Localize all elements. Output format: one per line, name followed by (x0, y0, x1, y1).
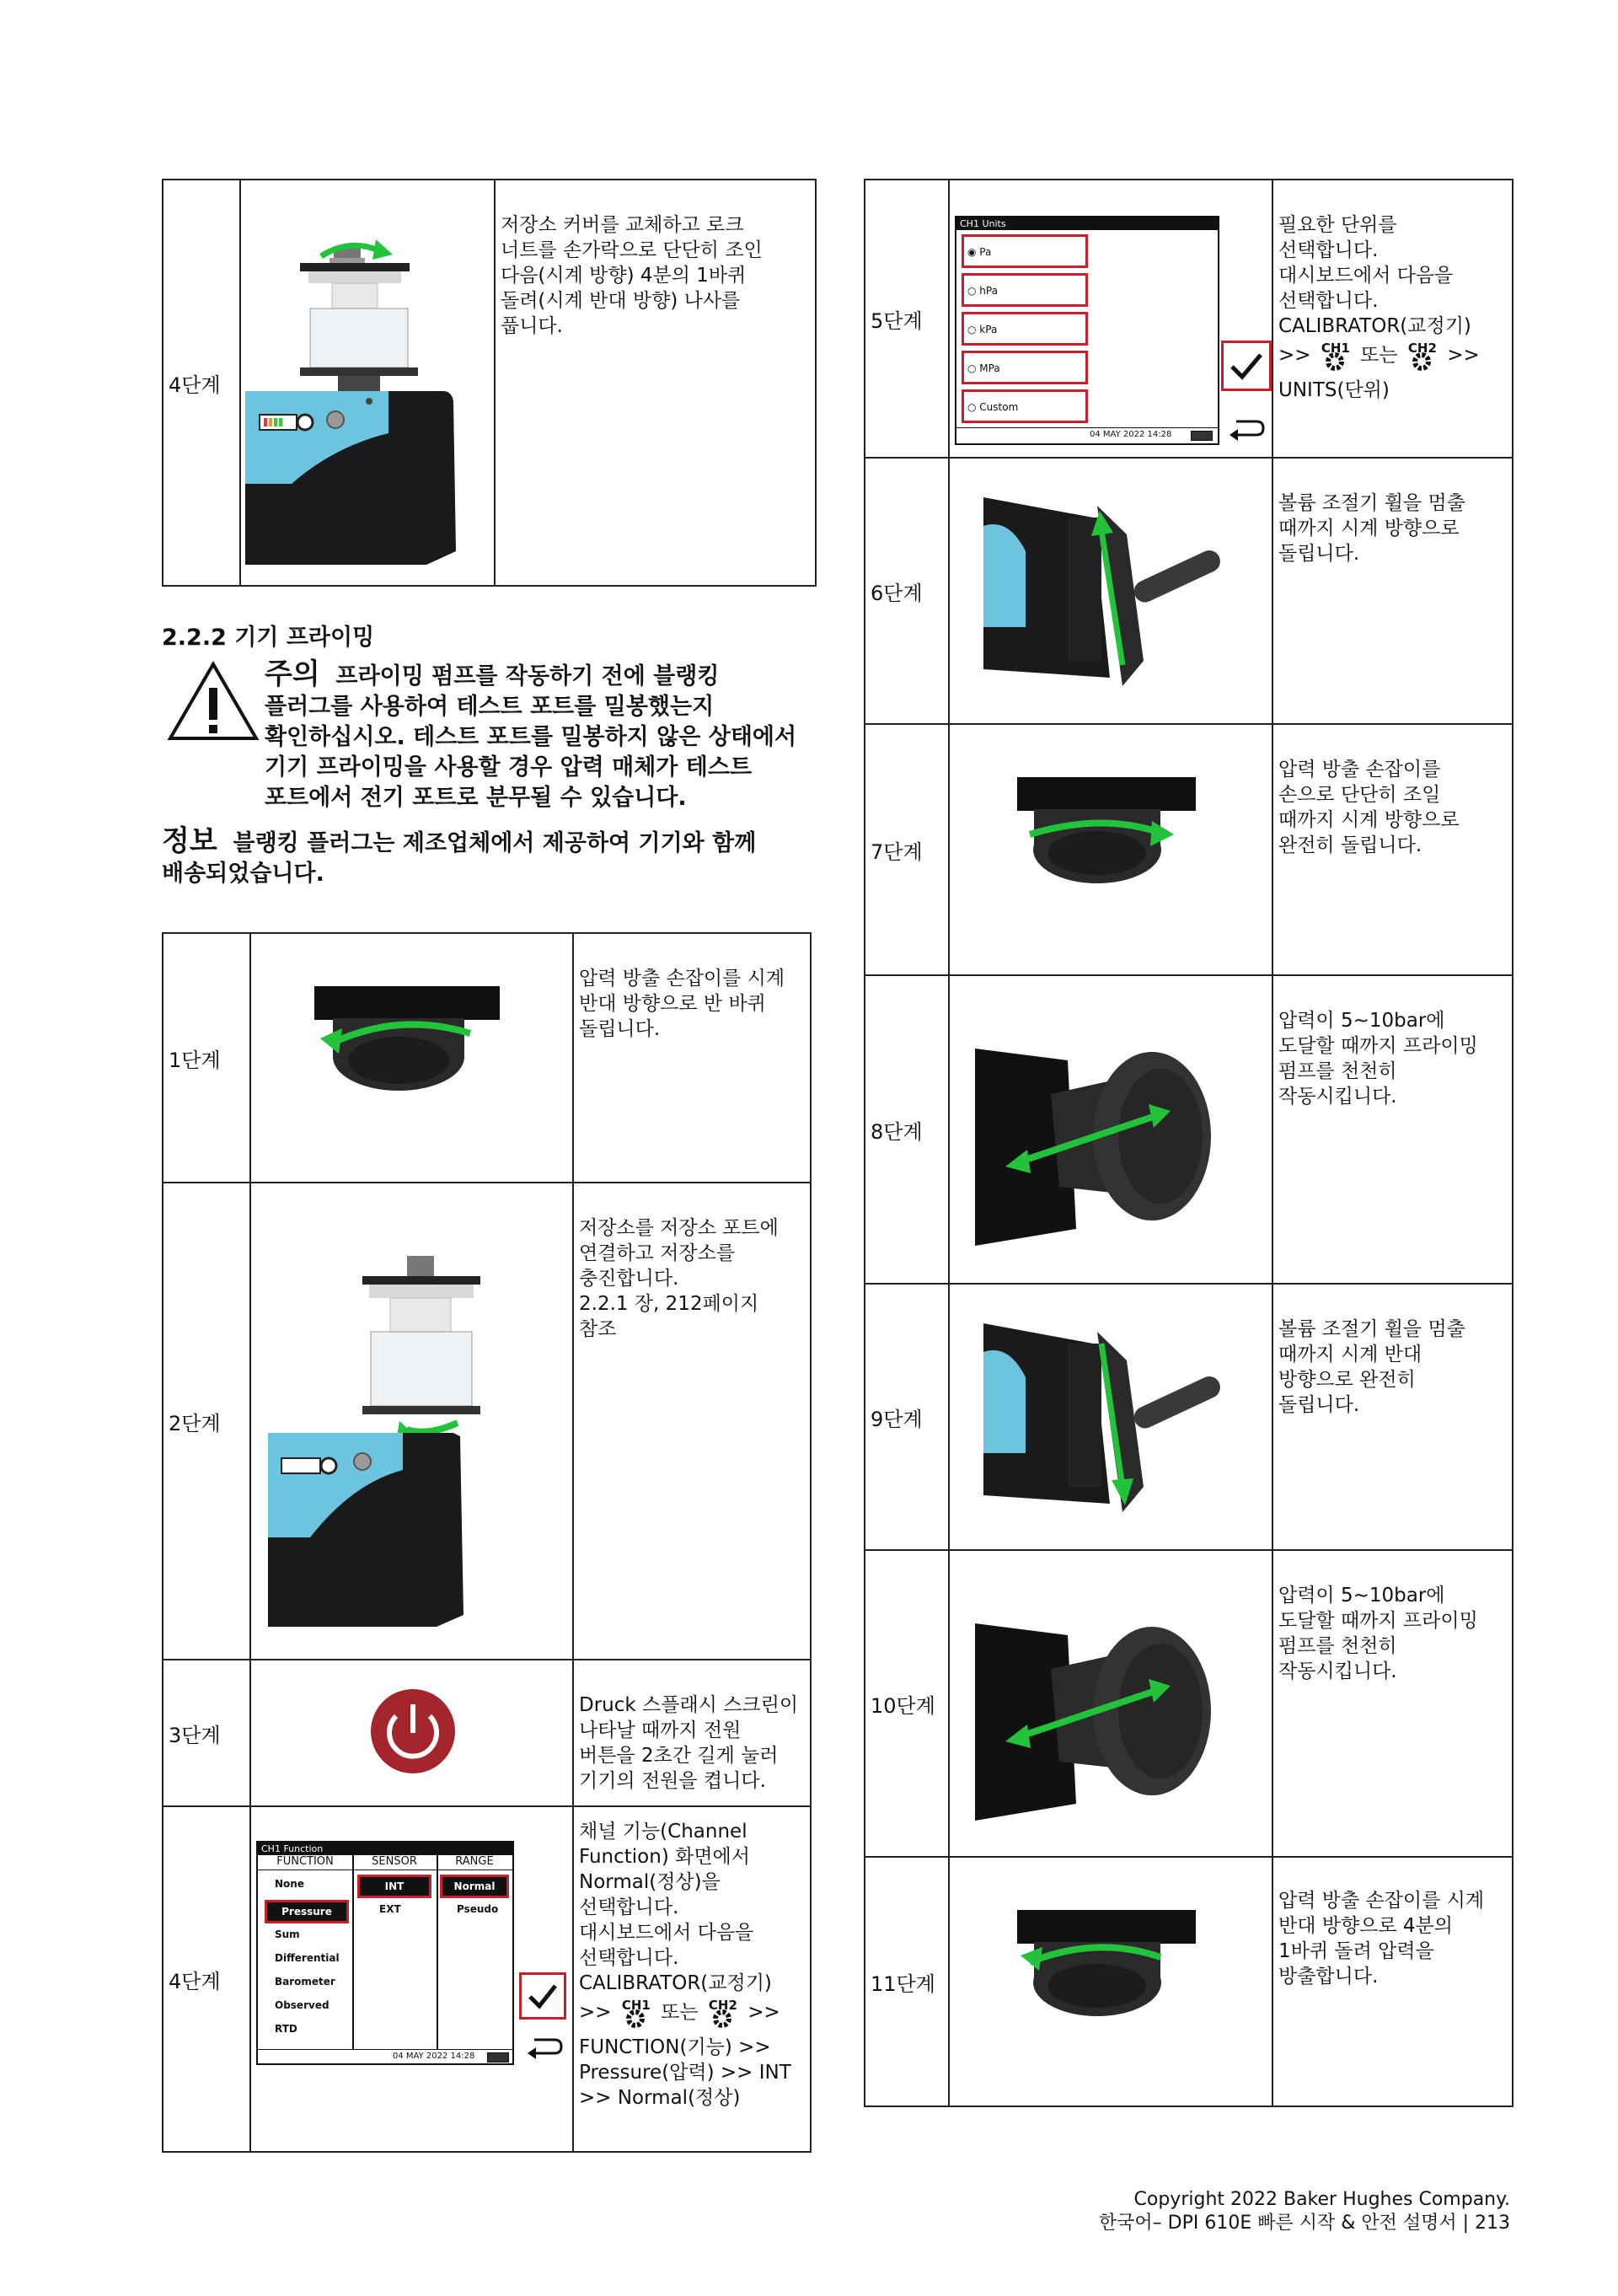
step-instruction: 압력이 5~10bar에 도달할 때까지 프라이밍 펌프를 천천히 작동시킵니다. (1272, 975, 1513, 1284)
channel-function-screen (250, 1806, 573, 2152)
function-item-selected[interactable]: Pressure (265, 1900, 349, 1923)
step-label: 4단계 (163, 1806, 250, 2152)
unit-option[interactable]: ○ kPa (962, 312, 1088, 346)
unit-option-selected[interactable]: ◉ Pa (962, 234, 1088, 268)
step-instruction: 채널 기능(Channel Function) 화면에서 Normal(정상)을 선택합니다. 대시보드에서 다음을 선택합니다. CALIBRATOR(교정기) >> CH1 또는 CH2 >> FUNCTION(기능) >> Pressure(압력) >> INT >> Normal(정상) (573, 1806, 811, 2152)
step-label: 9단계 (865, 1284, 949, 1550)
units-screen (949, 180, 1272, 458)
priming-left-table (162, 932, 812, 2153)
status-time: 04 MAY 2022 14:28 (1090, 430, 1172, 439)
table-row (865, 1284, 1513, 1550)
step-instruction: Druck 스플래시 스크린이 나타날 때까지 전원 버튼을 2초간 길게 눌러 기기의 전원을 켭니다. (573, 1660, 811, 1806)
step-instruction: 압력 방출 손잡이를 시계 반대 방향으로 4분의 1바퀴 돌려 압력을 방출합니다. (1272, 1857, 1513, 2106)
step-label: 6단계 (865, 458, 949, 724)
table-row (865, 1857, 1513, 2106)
step-instruction: 압력 방출 손잡이를 시계 반대 방향으로 반 바퀴 돌립니다. (573, 933, 811, 1183)
ch2-gear-icon: CH2 (1404, 339, 1441, 373)
function-item[interactable]: Differential (275, 1952, 340, 1964)
priming-pump-image (949, 1550, 1272, 1857)
step-label: 7단계 (865, 724, 949, 975)
step-label: 1단계 (163, 933, 250, 1183)
step-instruction: 압력 방출 손잡이를 손으로 단단히 조일 때까지 시계 방향으로 완전히 돌립니다. (1272, 724, 1513, 975)
table-row (163, 1660, 811, 1806)
reservoir-device-image (240, 180, 495, 586)
info-block: 정보 블랭킹 플러그는 제조업체에서 제공하여 기기와 함께 배송되었습니다. (162, 824, 757, 887)
ch1-gear-icon: CH1 (618, 1996, 655, 2030)
step-instruction: 볼륨 조절기 휠을 멈출 때까지 시계 반대 방향으로 완전히 돌립니다. (1272, 1284, 1513, 1550)
release-knob-clockwise-image (949, 724, 1272, 975)
caution-label: 주의 (265, 657, 320, 691)
unit-option[interactable]: ○ hPa (962, 273, 1088, 307)
function-item[interactable]: Barometer (275, 1976, 335, 1988)
release-knob-image (949, 1857, 1272, 2106)
step-label: 11단계 (865, 1857, 949, 2106)
table-row (865, 975, 1513, 1284)
ch1-units-screen (955, 216, 1219, 445)
copyright: Copyright 2022 Baker Hughes Company. (1133, 2189, 1510, 2210)
function-screen (256, 1841, 514, 2065)
step-instruction: 볼륨 조절기 휠을 멈출 때까지 시계 방향으로 돌립니다. (1272, 458, 1513, 724)
info-label: 정보 (162, 824, 217, 858)
step-label: 3단계 (163, 1660, 250, 1806)
column-header: FUNCTION (276, 1855, 334, 1868)
step-label: 10단계 (865, 1550, 949, 1857)
section-heading: 2.2.2 기기 프라이밍 (162, 625, 375, 651)
step-instruction: 필요한 단위를 선택합니다. 대시보드에서 다음을 선택합니다. CALIBRATOR(교정기) >> CH1 또는 CH2 >> UNITS(단위) (1272, 180, 1513, 458)
priming-right-table (864, 179, 1514, 2107)
function-item[interactable]: None (275, 1878, 304, 1890)
ch1-gear-icon: CH1 (1317, 339, 1354, 373)
caution-block: 주의 프라이밍 펌프를 작동하기 전에 블랭킹 플러그를 사용하여 테스트 포트를 밀봉했는지 확인하십시오. 테스트 포트를 밀봉하지 않은 상태에서 기기 프라이밍을 사용할 경우 압력 매체가 테스트 포트에서 전기 포트로 분무될 수 있습니다. (265, 657, 797, 811)
unit-option[interactable]: ○ Custom (962, 389, 1088, 423)
priming-pump-image (949, 975, 1272, 1284)
step-label: 2단계 (163, 1183, 250, 1660)
unit-option[interactable]: ○ MPa (962, 351, 1088, 384)
reservoir-step-table (162, 179, 817, 587)
release-knob-image (250, 933, 573, 1183)
confirm-check-icon[interactable] (1221, 341, 1272, 391)
step-instruction: 저장소를 저장소 포트에 연결하고 저장소를 충진합니다. 2.2.1 장, 212페이지 참조 (573, 1183, 811, 1660)
step-instruction: 저장소 커버를 교체하고 로크 너트를 손가락으로 단단히 조인 다음(시계 방향) 4분의 1바퀴 돌려(시계 반대 방향) 나사를 풉니다. (495, 180, 816, 586)
step-label: 8단계 (865, 975, 949, 1284)
page-footer (1099, 2188, 1510, 2235)
confirm-check-icon[interactable] (519, 1972, 566, 2020)
column-header: RANGE (455, 1855, 494, 1868)
reservoir-port-image (250, 1183, 573, 1660)
table-row (865, 180, 1513, 458)
column-header: SENSOR (372, 1855, 417, 1868)
function-item[interactable]: Observed (275, 1999, 329, 2011)
warning-triangle-icon (167, 661, 260, 742)
back-arrow-icon[interactable] (526, 2033, 563, 2060)
ch2-gear-icon: CH2 (705, 1996, 742, 2030)
table-row (865, 458, 1513, 724)
range-item[interactable]: Pseudo (457, 1903, 499, 1915)
step-label: 5단계 (865, 180, 949, 458)
table-row (163, 1806, 811, 2152)
table-row (163, 1183, 811, 1660)
status-time: 04 MAY 2022 14:28 (393, 2052, 475, 2061)
table-row (865, 724, 1513, 975)
volume-wheel-image (949, 458, 1272, 724)
volume-wheel-reverse-image (949, 1284, 1272, 1550)
step-label: 4단계 (163, 180, 240, 586)
table-row (163, 933, 811, 1183)
range-item-selected[interactable]: Normal (440, 1875, 509, 1898)
sensor-item-selected[interactable]: INT (357, 1875, 431, 1898)
sensor-item[interactable]: EXT (379, 1903, 401, 1915)
power-button-image (250, 1660, 573, 1806)
battery-icon (1191, 431, 1213, 441)
screen-title: CH1 Units (956, 217, 1218, 230)
document-title-page: 한국어– DPI 610E 빠른 시작 & 안전 설명서 | 213 (1098, 2213, 1510, 2234)
function-item[interactable]: RTD (275, 2023, 297, 2035)
battery-icon (487, 2052, 509, 2063)
step-instruction: 압력이 5~10bar에 도달할 때까지 프라이밍 펌프를 천천히 작동시킵니다. (1272, 1550, 1513, 1857)
screen-title: CH1 Function (258, 1843, 512, 1855)
table-row (865, 1550, 1513, 1857)
back-arrow-icon[interactable] (1228, 415, 1265, 442)
function-item[interactable]: Sum (275, 1929, 300, 1940)
